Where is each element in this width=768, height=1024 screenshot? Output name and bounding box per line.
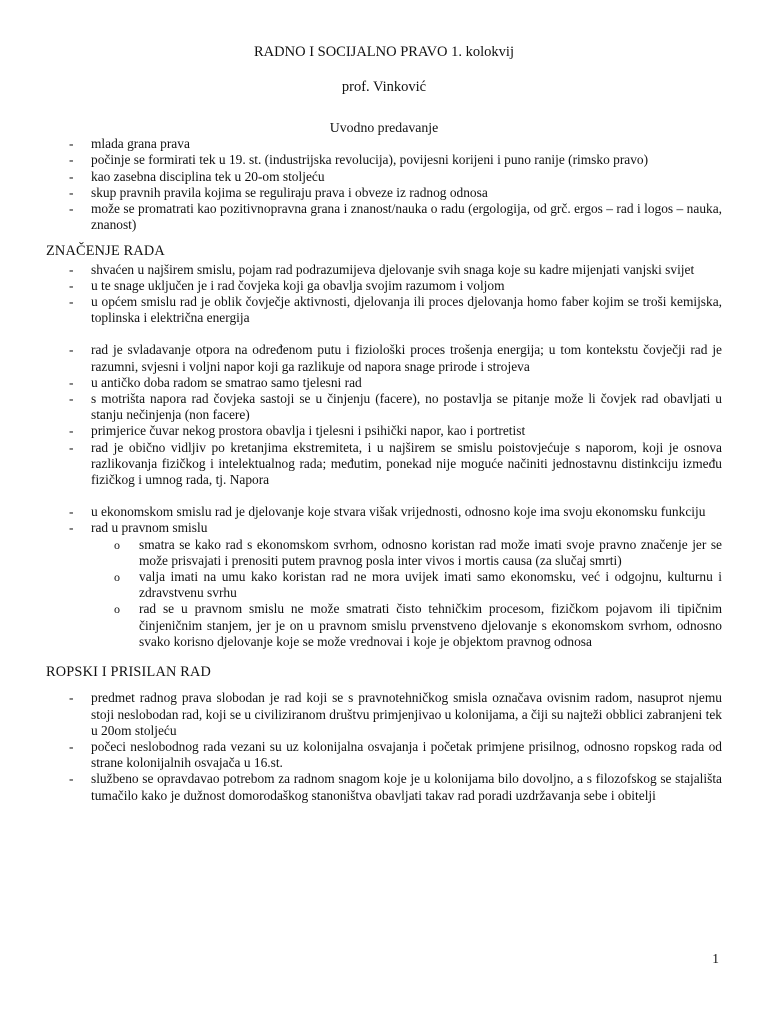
list-item: - u ekonomskom smislu rad je djelovanje koje stvara višak vrijednosti, odnosno koje ima svoju ekonomsku funkciju [46, 504, 722, 520]
intro-list [46, 136, 722, 233]
list-item: - službeno se opravdavao potrebom za radnom snagom koje je u kolonijama bilo dovoljno, a s filozofskog se stajališta tumačilo kako je dužnost domorodaškog stanoništva obavljati takav rad poradi uzdržavanja sebe i obitelji [46, 771, 722, 803]
page-number: 1 [712, 951, 719, 966]
list-item: - primjerice čuvar nekog prostora obavlja i tjelesni i psihički napor, kao i portretist [46, 423, 722, 439]
document-author: prof. Vinković [341, 79, 427, 95]
section-heading-intro: Uvodno predavanje [329, 120, 439, 135]
forced-list [46, 690, 722, 803]
list-item: - u te snage uključen je i rad čovjeka koji ga obavlja svojim razumom i voljom [46, 278, 722, 294]
sublist-item: o smatra se kako rad s ekonomskom svrhom, odnosno koristan rad može imati svoje pravno značenje jer se može prisvajati i prenositi putem pravnog posla inter vivos i mortis causa (za slučaj smrti) [91, 537, 722, 569]
spacer [46, 326, 722, 342]
list-item: - s motrišta napora rad čovjeka sastoji se u činjenju (facere), no postavlja se pitanje može li čovjek rad obavljati u stanju nečinjenja (non facere) [46, 391, 722, 423]
sublist-item: o valja imati na umu kako koristan rad ne mora uvijek imati samo ekonomsku, već i odgojnu, kulturnu i zdravstvenu svrhu [91, 569, 722, 601]
sublist-item: o rad se u pravnom smislu ne može smatrati čisto tehničkim procesom, fizičkom pojavom ili tipičnim činjeničnim stanjem, jer je on u pravnom smislu prvenstveno djelovanje s ekonomskom svrhom, odnosno svako korisno djelovanje koje se može vrednovai i koje je objektom pravnog odnosa [91, 601, 722, 650]
meaning-list-3 [46, 504, 722, 650]
list-item: - može se promatrati kao pozitivnopravna grana i znanost/nauka o radu (ergologija, od grč. ergos – rad i logos – nauka, znanost) [46, 201, 722, 233]
list-item: - skup pravnih pravila kojima se reguliraju prava i obveze iz radnog odnosa [46, 185, 722, 201]
document-title: RADNO I SOCIJALNO PRAVO 1. kolokvij [254, 44, 514, 60]
list-item: - u općem smislu rad je oblik čovječje aktivnosti, djelovanja ili proces djelovanja homo faber kojim se troši kemijska, toplinska i električna energija [46, 294, 722, 326]
legal-sense-sublist [91, 537, 722, 650]
list-item: - predmet radnog prava slobodan je rad koji se s pravnotehničkog smisla označava ovisnim radom, nasuprot njemu stoji neslobodan rad, koji se u civiliziranom društvu primjenjivao u kolonijama, a čiji su najteži obblici zabranjeni tek u 20om stoljeću [46, 690, 722, 739]
meaning-list-1 [46, 262, 722, 327]
section-heading-meaning: ZNAČENJE RADA [46, 243, 165, 260]
list-item: - mlada grana prava [46, 136, 722, 152]
spacer [46, 488, 722, 504]
list-item: - počinje se formirati tek u 19. st. (industrijska revolucija), povijesni korijeni i puno ranije (rimsko pravo) [46, 152, 722, 168]
document-body [46, 120, 722, 804]
list-item: - rad je obično vidljiv po kretanjima ekstremiteta, i u najširem se smislu poistovjećuje s naporom, koji je osnova razlikovanja fizičkog i intelektualnog rada; međutim, ponekad nije moguće načiniti jednostavnu distinkciju između fizičkog i umnog rada, tj. Napora [46, 440, 722, 489]
list-item: - kao zasebna disciplina tek u 20-om stoljeću [46, 169, 722, 185]
list-item [46, 520, 722, 650]
list-item: - u antičko doba radom se smatrao samo tjelesni rad [46, 375, 722, 391]
list-item: - rad je svladavanje otpora na određenom putu i fiziološki proces trošenja energija; u tom kontekstu čovječji rad je razumni, svjesni i voljni napor koji ga razlikuje od napora snage prirode i strojeva [46, 342, 722, 374]
list-item-text: rad u pravnom smislu [91, 520, 208, 536]
list-item: - shvaćen u najširem smislu, pojam rad podrazumijeva djelovanje svih snaga koje su kadre mijenjati vanjski svijet [46, 262, 722, 278]
list-item: - počeci neslobodnog rada vezani su uz kolonijalna osvajanja i početak primjene prisilnog, odnosno ropskog rada od strane kolonijalnih osvajača u 16.st. [46, 739, 722, 771]
section-heading-forced: ROPSKI I PRISILAN RAD [46, 664, 212, 681]
meaning-list-2 [46, 342, 722, 488]
